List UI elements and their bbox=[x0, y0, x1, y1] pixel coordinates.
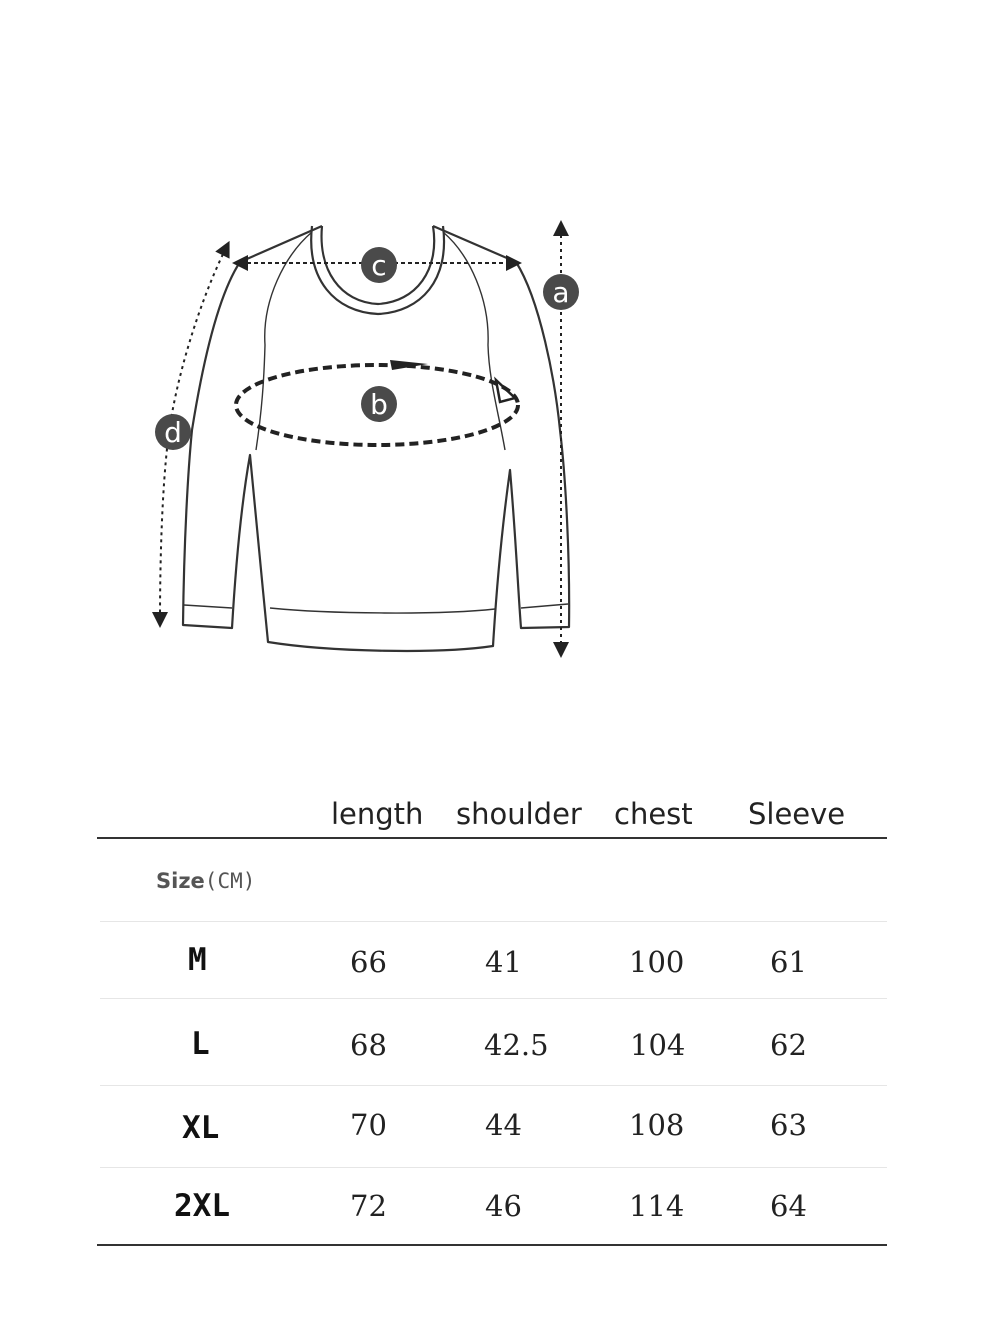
length-cell: 70 bbox=[350, 1108, 387, 1142]
header-sleeve: Sleeve bbox=[748, 797, 846, 831]
shoulder-cell: 42.5 bbox=[484, 1028, 549, 1062]
size-label: Size bbox=[156, 869, 205, 893]
sleeve-cell: 64 bbox=[770, 1189, 807, 1223]
size-cell: XL bbox=[182, 1110, 220, 1146]
length-cell: 72 bbox=[350, 1189, 387, 1223]
sleeve-cell: 63 bbox=[770, 1108, 807, 1142]
row-divider bbox=[100, 1085, 887, 1086]
size-cell: M bbox=[188, 942, 207, 978]
header-rule bbox=[97, 837, 887, 839]
length-cell: 68 bbox=[350, 1028, 387, 1062]
header-chest: chest bbox=[614, 797, 693, 831]
label-a bbox=[543, 274, 579, 310]
row-divider bbox=[100, 998, 887, 999]
chest-arrow-icon-2 bbox=[496, 380, 515, 402]
row-divider bbox=[100, 1167, 887, 1168]
row-divider bbox=[100, 921, 887, 922]
shoulder-cell: 41 bbox=[485, 945, 522, 979]
size-cell: 2XL bbox=[174, 1188, 230, 1224]
label-c bbox=[361, 247, 397, 283]
header-length: length bbox=[331, 797, 424, 831]
shoulder-cell: 44 bbox=[485, 1108, 522, 1142]
sweater-outline bbox=[183, 226, 569, 651]
size-cell: L bbox=[191, 1026, 210, 1062]
chest-cell: 108 bbox=[629, 1108, 685, 1142]
sleeve-cell: 61 bbox=[770, 945, 807, 979]
chest-cell: 114 bbox=[629, 1189, 685, 1223]
svg-text:c: c bbox=[371, 249, 387, 282]
unit-label: (CM) bbox=[204, 869, 256, 893]
header-shoulder: shoulder bbox=[456, 797, 582, 831]
size-unit-label bbox=[156, 869, 255, 893]
chest-cell: 100 bbox=[629, 945, 685, 979]
chest-cell: 104 bbox=[630, 1028, 686, 1062]
footer-rule bbox=[97, 1244, 887, 1246]
sleeve-cell: 62 bbox=[770, 1028, 807, 1062]
label-b bbox=[361, 386, 397, 422]
shoulder-cell: 46 bbox=[485, 1189, 522, 1223]
svg-text:d: d bbox=[164, 416, 182, 449]
length-cell: 66 bbox=[350, 945, 387, 979]
label-d bbox=[155, 414, 191, 450]
svg-text:a: a bbox=[552, 276, 570, 309]
svg-text:b: b bbox=[370, 388, 388, 421]
